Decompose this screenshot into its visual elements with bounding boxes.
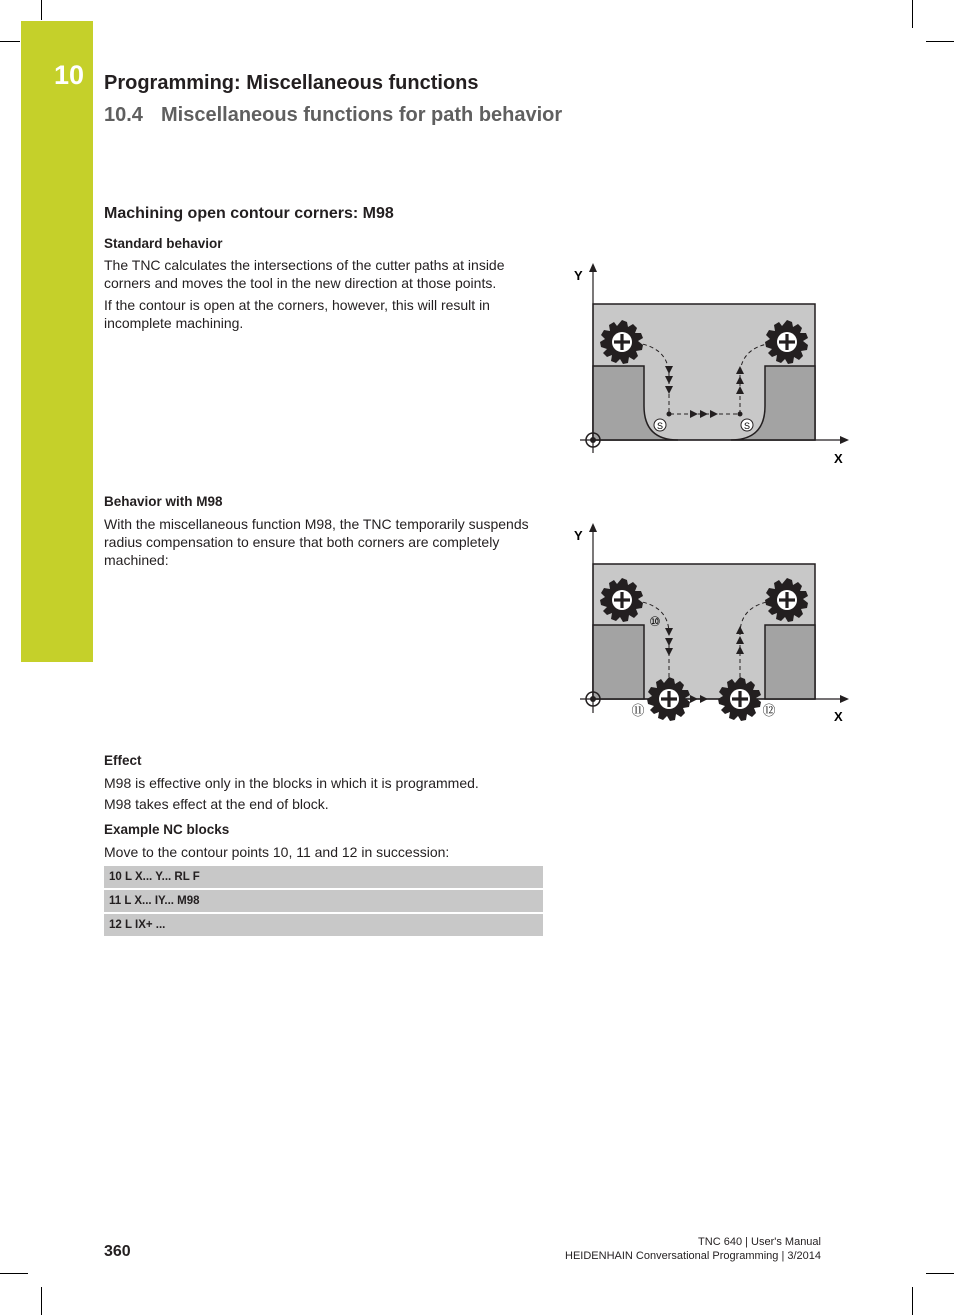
footer <box>565 1235 821 1263</box>
x-axis-arrow <box>840 436 849 444</box>
crop-mark <box>912 1287 913 1315</box>
crop-mark <box>41 1287 42 1315</box>
m98-paragraph: With the miscellaneous function M98, the TNC temporarily suspends radius compensation to ensure that both corners are completely machined: <box>104 516 529 568</box>
crop-mark <box>0 41 20 42</box>
x-axis-arrow <box>840 695 849 703</box>
intersection-point <box>738 412 743 417</box>
figure-standard-behavior <box>570 258 860 468</box>
y-axis-label: Y <box>574 528 583 543</box>
effect-heading: Effect <box>104 753 142 768</box>
y-axis-label: Y <box>574 268 583 283</box>
point-11-label: ⑪ <box>631 704 645 719</box>
crop-mark <box>926 41 954 42</box>
footer-line-2: HEIDENHAIN Conversational Programming | 3/2014 <box>565 1250 821 1262</box>
nc-code-row: 10 L X... Y... RL F <box>104 866 543 888</box>
m98-heading: Behavior with M98 <box>104 494 223 509</box>
effect-paragraph-2: M98 takes effect at the end of block. <box>104 796 329 812</box>
y-axis-arrow <box>589 523 597 532</box>
point-12-label: ⑫ <box>762 704 776 719</box>
standard-heading: Standard behavior <box>104 236 223 251</box>
origin-dot <box>590 437 596 443</box>
crop-mark <box>912 0 913 28</box>
example-intro: Move to the contour points 10, 11 and 12 in succession: <box>104 844 450 860</box>
crop-mark <box>0 1273 28 1274</box>
nc-code-row: 11 L X... IY... M98 <box>104 890 543 912</box>
chapter-tab <box>21 21 93 662</box>
effect-paragraph-1: M98 is effective only in the blocks in which it is programmed. <box>104 775 479 791</box>
nc-code-table <box>104 866 543 938</box>
marker-s-right-label: S <box>743 421 751 431</box>
chapter-title: Programming: Miscellaneous functions <box>104 72 479 94</box>
y-axis-arrow <box>589 263 597 272</box>
origin-dot <box>590 696 596 702</box>
intersection-point <box>667 412 672 417</box>
standard-paragraph-2: If the contour is open at the corners, however, this will result in incomplete machining. <box>104 297 490 331</box>
left-block <box>593 625 644 699</box>
standard-paragraph-1: The TNC calculates the intersections of the cutter paths at inside corners and moves the tool in the new direction at those points. <box>104 257 505 291</box>
chapter-number: 10 <box>54 60 85 90</box>
x-axis-label: X <box>834 451 843 466</box>
section-number: 10.4 <box>104 104 143 126</box>
crop-mark <box>41 0 42 20</box>
nc-code-row: 12 L IX+ ... <box>104 914 543 936</box>
section-title <box>104 104 562 127</box>
example-heading: Example NC blocks <box>104 822 230 837</box>
point-10-label: ⑩ <box>649 615 661 630</box>
page-heading: Machining open contour corners: M98 <box>104 205 394 222</box>
crop-mark <box>926 1273 954 1274</box>
marker-s-left-label: S <box>656 421 664 431</box>
section-title-text: Miscellaneous functions for path behavior <box>161 104 563 126</box>
page-number: 360 <box>104 1243 131 1260</box>
figure-m98-behavior <box>570 518 860 730</box>
footer-line-1: TNC 640 | User's Manual <box>698 1236 821 1248</box>
right-block <box>765 625 815 699</box>
x-axis-label: X <box>834 709 843 724</box>
